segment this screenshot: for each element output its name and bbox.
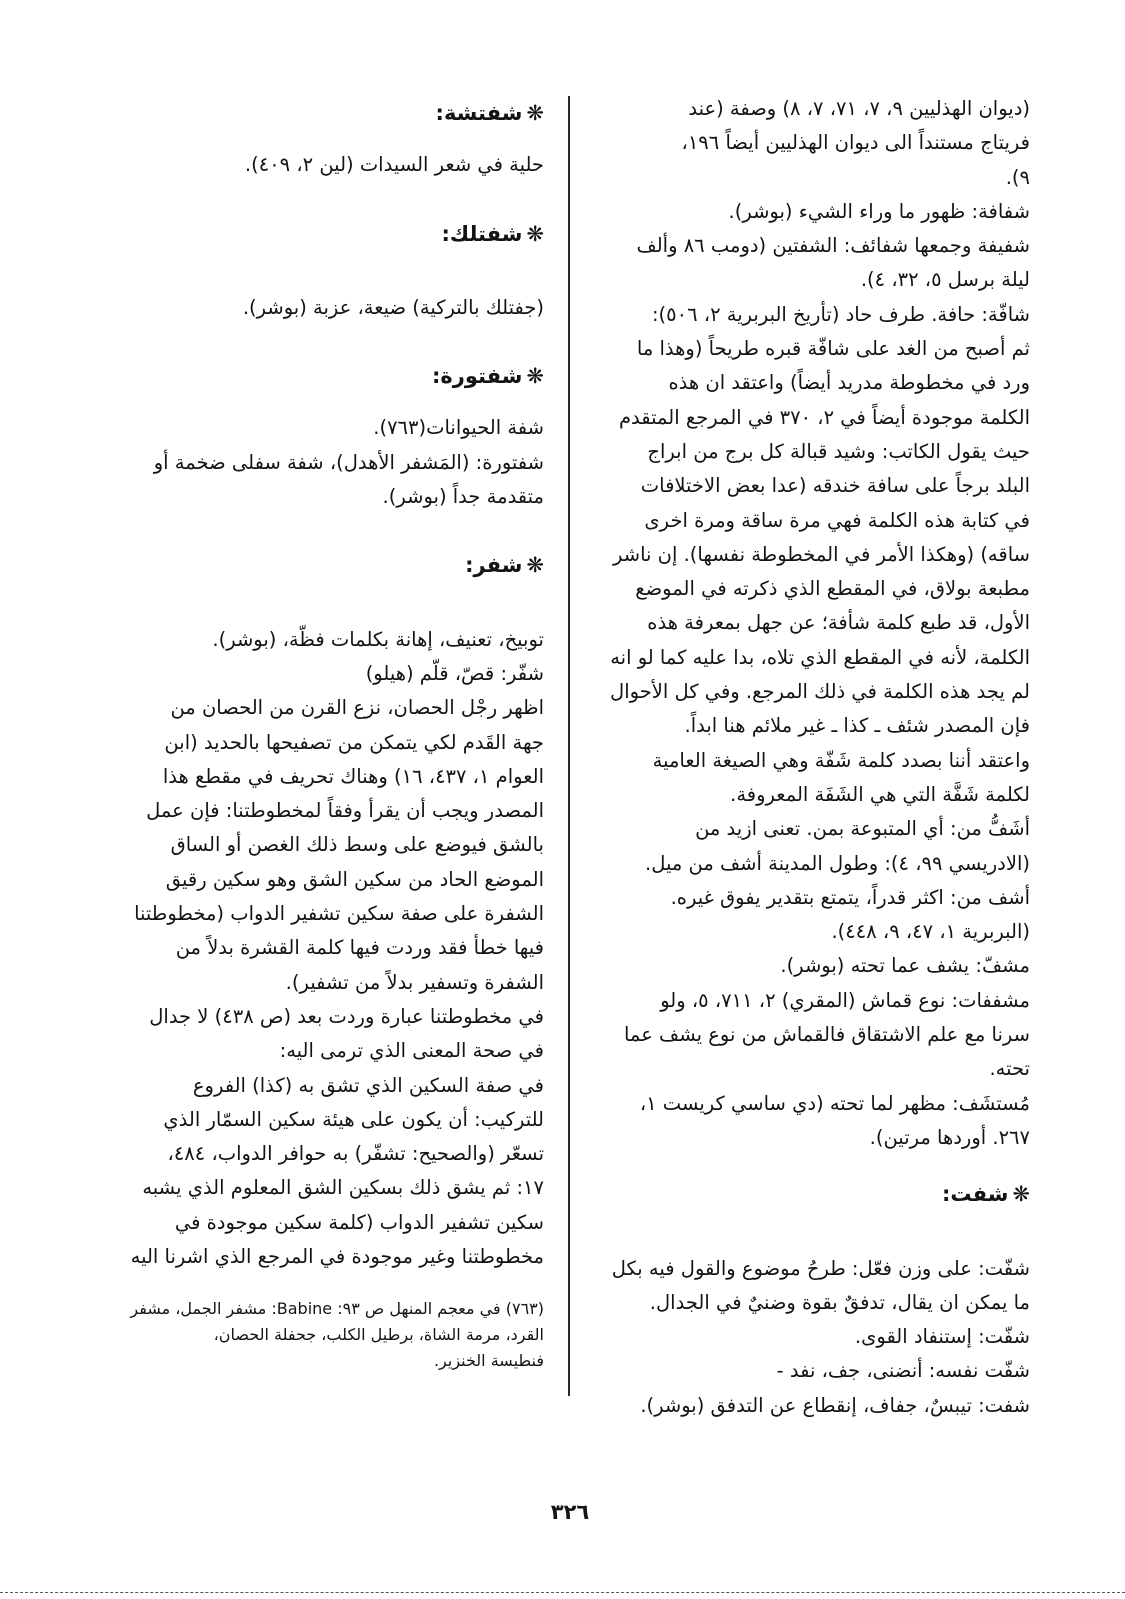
page-number: ٣٢٦ xyxy=(550,1500,590,1524)
text-line: متقدمة جداً (بوشر). xyxy=(382,485,544,509)
text-line: (الادريسي ٩٩، ٤): وطول المدينة أشف من ميل. xyxy=(645,851,1030,875)
text-line: المصدر ويجب أن يقرأ وفقاً لمخطوطتنا: فإن عمل xyxy=(146,799,544,823)
text-line: شفّر: قصّ، قلّم (هيلو) xyxy=(365,661,544,685)
text-line: مُستشَف: مظهر لما تحته (دي ساسي كريست ١، xyxy=(639,1091,1030,1115)
footnote xyxy=(96,1296,544,1374)
text-line: الشفرة وتسفير بدلاً من تشفير). xyxy=(285,970,544,994)
text-line: ٩). xyxy=(1005,165,1030,189)
entry-heading-shaftalak: ❋شفتلك: xyxy=(441,221,544,246)
text-line: الكلمة، لأنه في المقطع الذي تلاه، بدا عليه كما لو انه xyxy=(610,645,1030,669)
left-column xyxy=(96,92,544,1374)
text-line: شافّة: حافة. طرف حاد (تأريخ البربرية ٢، ٥٠٦): xyxy=(651,302,1030,326)
text-line: (جفتلك بالتركية) ضيعة، عزبة (بوشر). xyxy=(242,295,544,319)
text-line: واعتقد أننا بصدد كلمة شَفّة وهي الصيغة العامية xyxy=(652,748,1030,772)
text-line: اظهر رجْل الحصان، نزع القرن من الحصان من xyxy=(170,696,544,720)
footnote-line: (٧٦٣) في معجم المنهل ص ٩٣: Babine: مشفر الجمل، مشفر xyxy=(130,1299,544,1319)
text-line: في كتابة هذه الكلمة فهي مرة ساقة ومرة اخرى xyxy=(644,508,1030,532)
footnote-line: فنطيسة الخنزير. xyxy=(433,1351,544,1371)
text-line: سرنا مع علم الاشتقاق فالقماش من نوع يشف عما xyxy=(623,1023,1030,1047)
text-line: شفيفة وجمعها شفائف: الشفتين (دومب ٨٦ وألف xyxy=(636,234,1030,258)
text-line: فيها خطأ فقد وردت فيها كلمة القشرة بدلاً من xyxy=(175,936,544,960)
text-line: فإن المصدر شئف ـ كذا ـ غير ملائم هنا ابداً. xyxy=(684,714,1030,738)
text-line: العوام ١، ٤٣٧، ١٦) وهناك تحريف في مقطع هذا xyxy=(162,764,544,788)
text-line: توبيخ، تعنيف، إهانة بكلمات فظّة، (بوشر). xyxy=(212,627,544,651)
star-icon: ❋ xyxy=(526,364,544,389)
text-line: البلد برجاً على سافة خندقه (عدا بعض الاختلافات xyxy=(640,474,1030,498)
text-line: ليلة برسل ٥، ٣٢، ٤). xyxy=(860,268,1030,292)
text-line: شفة الحيوانات(٧٦٣). xyxy=(373,416,544,440)
text-line: شفافة: ظهور ما وراء الشيء (بوشر). xyxy=(728,199,1030,223)
text-line: سكين تشفير الدواب (كلمة سكين موجودة في xyxy=(174,1210,544,1234)
text-line: تسعّر (والصحيح: تشفّر) به حوافر الدواب، ٤٨٤، xyxy=(167,1142,544,1166)
text-line: ١٧: ثم يشق ذلك بسكين الشق المعلوم الذي يشبه xyxy=(142,1176,544,1200)
text-line: أشف من: اكثر قدراً، يتمتع بتقدير يفوق غيره. xyxy=(670,885,1030,909)
text-line: فريتاج مستنداً الى ديوان الهذليين أيضاً ١٩٦، xyxy=(681,131,1030,155)
text-line: الموضع الحاد من سكين الشق وهو سكين رقيق xyxy=(165,867,544,891)
right-column xyxy=(594,92,1030,1423)
text-line: ورد في مخطوطة مدريد أيضاً) واعتقد ان هذه xyxy=(668,371,1030,395)
entry-heading-shaftura: ❋شفتورة: xyxy=(432,364,544,389)
star-icon: ❋ xyxy=(526,101,544,125)
text-line: شفّت: إستنفاد القوى. xyxy=(854,1325,1030,1349)
scan-edge-line xyxy=(0,1592,1125,1594)
text-line: (ديوان الهذليين ٩، ٧، ٧١، ٧، ٨) وصفة (عند xyxy=(688,97,1030,120)
text-line: ٢٦٧. أوردها مرتين). xyxy=(869,1125,1030,1149)
entry-heading-shafr: ❋شفر: xyxy=(465,553,544,578)
column-divider xyxy=(568,96,570,1396)
footnote-line: القرد، مرمة الشاة، برطيل الكلب، جحفلة الحصان، xyxy=(213,1325,544,1345)
star-icon: ❋ xyxy=(526,221,544,246)
text-line: مشفّ: يشف عما تحته (بوشر). xyxy=(780,954,1030,978)
entry-heading-shaftasha: ❋شفتشة: xyxy=(435,101,544,125)
text-line: حلية في شعر السيدات (لين ٢، ٤٠٩). xyxy=(244,153,544,177)
text-line: في صحة المعنى الذي ترمى اليه: xyxy=(279,1039,544,1063)
text-line: مشففات: نوع قماش (المقري) ٢، ٧١١، ٥، ولو xyxy=(660,988,1030,1012)
text-line: جهة القَدم لكي يتمكن من تصفيحها بالحديد (ابن xyxy=(164,730,544,754)
text-line: لكلمة شَفَّة التي هي الشَفَة المعروفة. xyxy=(730,782,1030,806)
text-line: شفتورة: (المَشفر الأهدل)، شفة سفلى ضخمة أو xyxy=(153,450,544,474)
text-line: لم يجد هذه الكلمة في ذلك المرجع. وفي كل الأحوال xyxy=(610,680,1030,704)
text-line: ساقه) (وهكذا الأمر في المخطوطة نفسها). إن ناشر xyxy=(613,542,1030,566)
star-icon: ❋ xyxy=(526,553,544,578)
text-line: في صفة السكين الذي تشق به (كذا) الفروع xyxy=(192,1073,544,1097)
star-icon: ❋ xyxy=(1012,1182,1030,1207)
text-line: تحته. xyxy=(989,1057,1030,1081)
text-line: في مخطوطتنا عبارة وردت بعد (ص ٤٣٨) لا جدال xyxy=(149,1004,544,1028)
text-line: الأول، قد طبع كلمة شأفة؛ عن جهل بمعرفة هذه xyxy=(647,611,1030,635)
text-line: (البربرية ١، ٤٧، ٩، ٤٤٨). xyxy=(831,920,1030,944)
text-line: مطبعة بولاق، في المقطع الذي ذكرته في الموضع xyxy=(635,577,1030,601)
text-line: شفت: تيبسٌ، جفاف، إنقطاع عن التدفق (بوشر). xyxy=(640,1393,1030,1417)
text-line: مخطوطتنا وغير موجودة في المرجع الذي اشرنا اليه xyxy=(130,1245,544,1269)
text-line: شفّت نفسه: أنضنى، جف، نفد - xyxy=(776,1359,1030,1383)
text-line: ثم أصبح من الغد على شافّة قبره طريحاً (وهذا ما xyxy=(636,337,1030,361)
text-line: حيث يقول الكاتب: وشيد قبالة كل برج من ابراج xyxy=(647,439,1030,463)
text-line: ما يمكن ان يقال، تدفقٌ بقوة وضنيٌ في الجدال. xyxy=(649,1290,1030,1314)
text-line: بالشق فيوضع على وسط ذلك الغصن أو الساق xyxy=(170,833,544,857)
text-line: الشفرة على صفة سكين تشفير الدواب (مخطوطتنا xyxy=(134,902,544,926)
text-line: أشَفُّ من: أي المتبوعة بمن. تعنى ازيد من xyxy=(695,817,1030,841)
text-line: شفّت: على وزن فعّل: طرحُ موضوع والقول فيه بكل xyxy=(611,1256,1030,1280)
text-line: الكلمة موجودة أيضاً في ٢، ٣٧٠ في المرجع المتقدم xyxy=(618,405,1030,429)
entry-heading-shaft: ❋شفت: xyxy=(941,1182,1030,1207)
text-line: للتركيب: أن يكون على هيئة سكين السمّار الذي xyxy=(163,1107,544,1131)
